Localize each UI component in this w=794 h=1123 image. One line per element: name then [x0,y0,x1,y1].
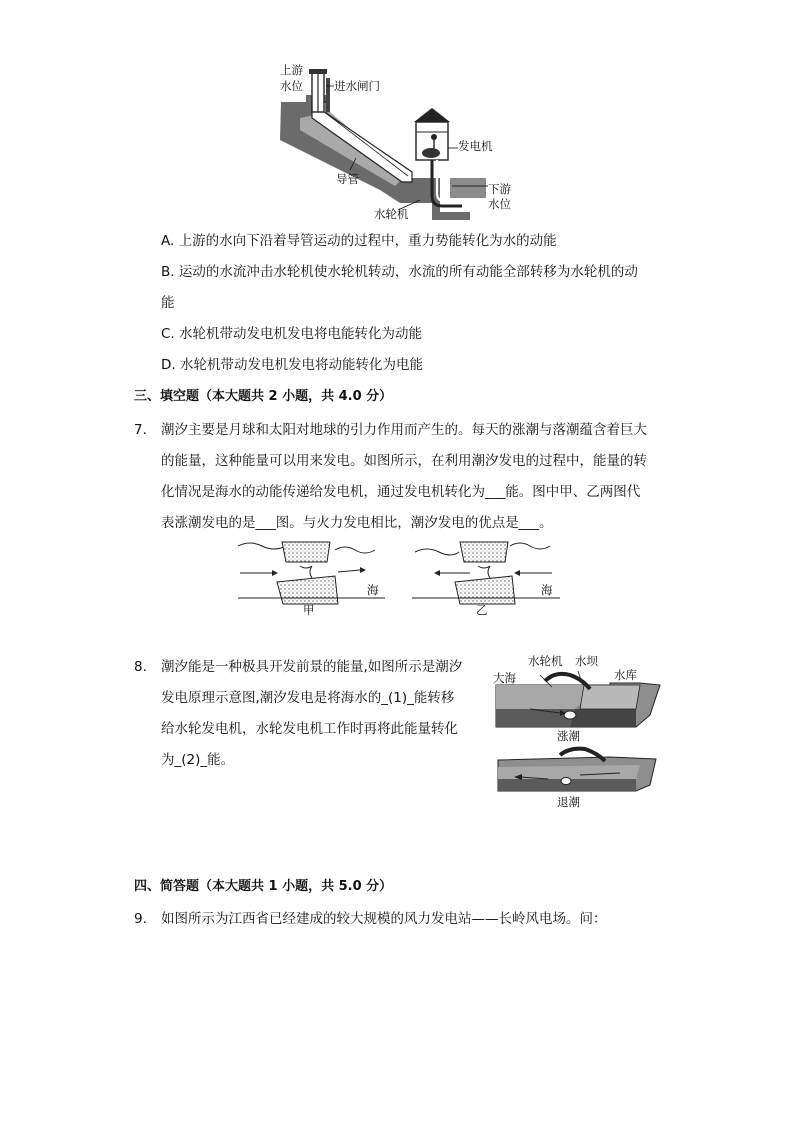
section3-title: 三、填空题（本大题共 2 小题，共 4.0 分） [134,389,393,404]
label-turbine: 水轮机 [374,207,409,221]
label-pipe: 导管 [336,172,359,186]
q7-line-2: 的能量，这种能量可以用来发电。如图所示，在利用潮汐发电的过程中，能量的转 [161,453,647,469]
option-a: A. 上游的水向下沿着导管运动的过程中，重力势能转化为水的动能 [161,233,557,249]
label-generator: 发电机 [458,139,493,153]
q9-number: 9. [134,911,147,927]
label-upstream-1: 上游 [280,63,303,77]
option-b-cont: 能 [161,295,175,311]
fig-sea-label: 大海 [493,671,516,685]
tidal-plant-diagram [0,645,794,805]
q7-line-3: 化情况是海水的动能传递给发电机，通过发电机转化为___能。图中甲、乙两图代 [161,484,641,500]
option-b: B. 运动的水流冲击水轮机使水轮机转动，水流的所有动能全部转移为水轮机的动 [161,264,638,280]
section4-title: 四、简答题（本大题共 1 小题，共 5.0 分） [134,879,393,894]
q7-number: 7. [134,422,147,438]
fig-dam-label: 水坝 [575,654,598,668]
q8-line-2: 发电原理示意图,潮汐发电是将海水的_(1)_能转移 [161,690,455,706]
q8-line-3: 给水轮发电机，水轮发电机工作时再将此能量转化 [161,721,458,737]
option-c: C. 水轮机带动发电机发电将电能转化为动能 [161,326,423,342]
hydro-diagram [0,0,794,230]
q8-line-4: 为_(2)_能。 [161,752,235,768]
option-d: D. 水轮机带动发电机发电将动能转化为电能 [161,357,423,373]
tidal-diagram [0,540,794,620]
fig-jia-sea: 海 [367,583,379,597]
fig-jia-label: 甲 [303,603,315,617]
q7-line-1: 潮汐主要是月球和太阳对地球的引力作用而产生的。每天的涨潮与落潮蕴含着巨大 [161,422,647,438]
label-upstream-2: 水位 [280,79,303,93]
q7-line-4: 表涨潮发电的是___图。与火力发电相比，潮汐发电的优点是___。 [161,515,553,531]
fig-ebb-label: 退潮 [557,795,580,809]
q8-line-1: 潮汐能是一种极具开发前景的能量,如图所示是潮汐 [161,659,463,675]
label-downstream-2: 水位 [488,197,511,211]
label-downstream-1: 下游 [488,182,511,196]
fig-yi-label: 乙 [476,603,488,617]
fig-yi-sea: 海 [541,583,553,597]
fig-reservoir-label: 水库 [614,668,637,682]
fig-flood-label: 涨潮 [557,729,580,743]
q9-text: 如图所示为江西省已经建成的较大规模的风力发电站——长岭风电场。问： [161,911,607,927]
q8-number: 8. [134,659,147,675]
label-gate: 进水闸门 [334,79,380,93]
fig-turbine-label: 水轮机 [528,654,563,668]
